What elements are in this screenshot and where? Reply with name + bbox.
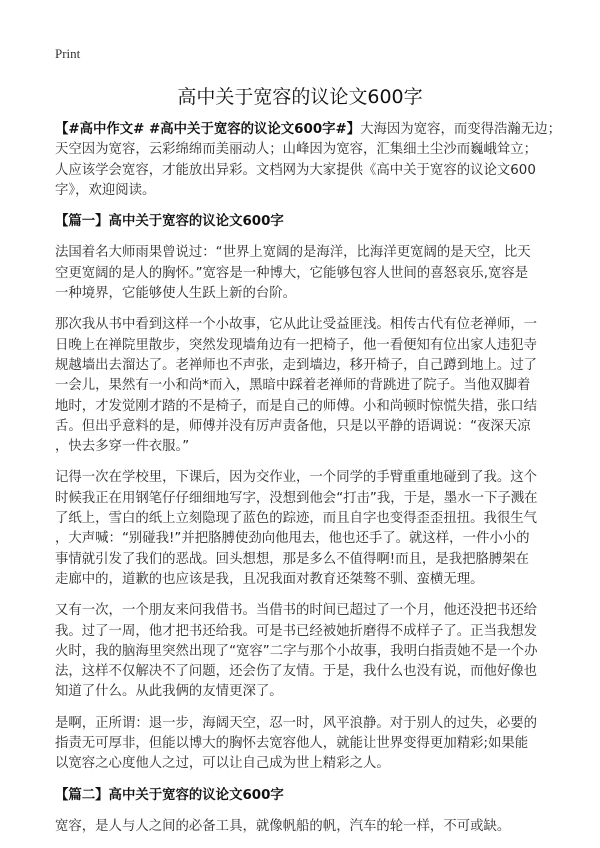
text-line: ，快去多穿一件衣服。” <box>55 439 190 455</box>
text-line: 【#高中作文# #高中关于宽容的议论文600字#】大海因为宽容，而变得浩瀚无边； <box>55 122 561 137</box>
section-heading: 【篇一】高中关于宽容的议论文600字 <box>55 214 284 230</box>
text-line: 事情就引发了我们的恶战。回头想想，那是多么不值得啊!而且，是我把胳膊架在 <box>55 551 530 567</box>
text-line: 人应该学会宽容，才能放出异彩。文档网为大家提供《高中关于宽容的议论文600 <box>55 162 536 178</box>
text-line: ，大声喊：“别碰我!”并把胳膊使劲向他甩去，他也还手了。就这样，一件小小的 <box>55 531 530 547</box>
text-line: 一会儿，果然有一小和尚*而入，黑暗中踩着老禅师的背跳进了院子。当他双脚着 <box>55 378 531 394</box>
intro-paragraph <box>55 120 561 201</box>
text-line: 法，这样不仅解决不了问题，还会伤了友情。于是，我什么也没有说，而他好像也 <box>55 664 538 680</box>
text-line: 天空因为宽容，云彩绵绵而美丽动人；山峰因为宽容，汇集细土尘沙而巍峨耸立； <box>55 142 538 158</box>
paragraph <box>55 714 555 775</box>
sections <box>55 212 555 837</box>
text-line: 地时，才发觉刚才踏的不是椅子，而是自己的师傅。小和尚顿时惊慌失措，张口结 <box>55 398 538 414</box>
paragraph <box>55 817 555 837</box>
text-line: 规越墙出去溜达了。老禅师也不声张，走到墙边，移开椅子，自己蹲到地上。过了 <box>55 357 538 373</box>
paragraph <box>55 243 555 304</box>
text-line: 又有一次，一个朋友来问我借书。当借书的时间已超过了一个月，他还没把书还给 <box>55 603 538 619</box>
text-line: 我。过了一周，他才把书还给我。可是书已经被她折磨得不成样子了。正当我想发 <box>55 623 538 639</box>
text-line: 时候我正在用钢笔仔仔细细地写字，没想到他会“打击”我，于是，墨水一下子溅在 <box>55 490 538 506</box>
text-line: 宽容，是人与人之间的必备工具，就像帆船的帆，汽车的轮一样，不可或缺。 <box>55 818 511 834</box>
text-line: 知道了什么。从此我俩的友情更深了。 <box>55 684 283 700</box>
text-line: 一种境界，它能够使人生跃上新的台阶。 <box>55 286 297 302</box>
text-line: 火时，我的脑海里突然出现了“宽容”二字与那个小故事，我明白指责她不是一个办 <box>55 643 538 659</box>
text-line: 那次我从书中看到这样一个小故事，它从此让受益匪浅。相传古代有位老禅师，一 <box>55 317 538 333</box>
text-line: 以宽容之心度他人之过，可以让自己成为世上精彩之人。 <box>55 756 390 772</box>
intro-tag: 【#高中作文# #高中关于宽容的议论文600字#】 <box>55 122 361 137</box>
text-line: 走廊中的，道歉的也应该是我，且况我面对教育还桀骜不驯、蛮横无理。 <box>55 571 484 587</box>
print-label: Print <box>55 46 81 61</box>
paragraph <box>55 468 555 590</box>
text-line: 空更宽阔的是人的胸怀。”宽容是一种博大，它能够包容人世间的喜怒哀乐,宽容是 <box>55 265 529 281</box>
text-line: 法国着名大师雨果曾说过：“世界上宽阔的是海洋，比海洋更宽阔的是天空，比天 <box>55 245 531 261</box>
text-line: 日晚上在禅院里散步，突然发现墙角边有一把椅子，他一看便知有位出家人违犯寺 <box>55 337 538 353</box>
page-title: 高中关于宽容的议论文600字 <box>177 86 423 108</box>
paragraph <box>55 315 555 457</box>
text-line: 舌。但出乎意料的是，师傅并没有厉声责备他，只是以平静的语调说：“夜深天凉 <box>55 418 531 434</box>
paragraph <box>55 601 555 702</box>
document-body <box>55 120 561 848</box>
text-line: 了纸上，雪白的纸上立刻隐现了蓝色的踪迹，而且自字也变得歪歪扭扭。我很生气 <box>55 511 538 527</box>
text-line: 字》，欢迎阅读。 <box>55 182 156 198</box>
text-line: 记得一次在学校里，下课后，因为交作业，一个同学的手臂重重地碰到了我。这个 <box>55 470 538 486</box>
section-heading: 【篇二】高中关于宽容的议论文600字 <box>55 787 284 803</box>
text-line: 是啊，正所谓：退一步，海阔天空，忍一时，风平浪静。对于别人的过失，必要的 <box>55 715 538 731</box>
text-line: 指责无可厚非，但能以博大的胸怀去宽容他人，就能让世界变得更加精彩;如果能 <box>55 736 529 752</box>
